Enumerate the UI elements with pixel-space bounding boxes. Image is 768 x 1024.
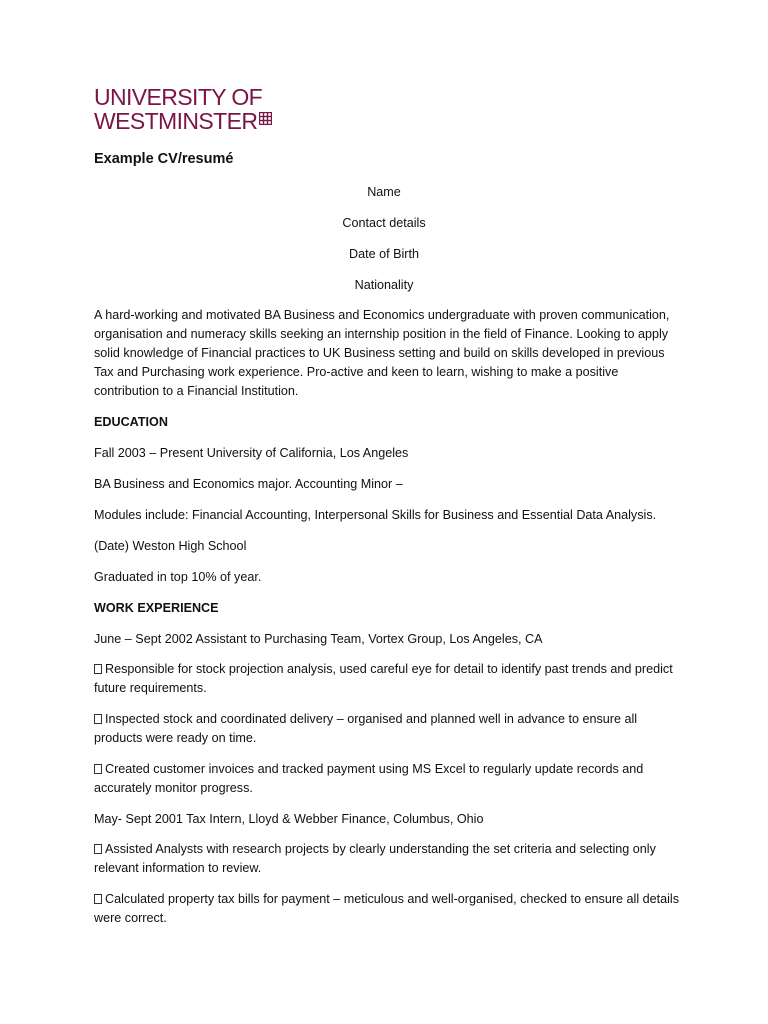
box-bullet-icon	[94, 714, 102, 724]
header-contact: Contact details	[342, 216, 426, 230]
bullet-text: Responsible for stock projection analysis, used careful eye for detail to identify past trends and predict future requirements.	[94, 662, 673, 695]
header-nationality: Nationality	[354, 278, 414, 292]
job-1-bullet-1	[94, 660, 684, 698]
bullet-text: Calculated property tax bills for payment – meticulous and well-organised, checked to ensure all details were correct.	[94, 892, 680, 925]
education-line-1: Fall 2003 – Present University of California, Los Angeles	[94, 446, 409, 460]
logo-line-2-wrap	[94, 110, 272, 134]
bullet-text: Assisted Analysts with research projects by clearly understanding the set criteria and selecting only relevant information to review.	[94, 842, 656, 875]
education-line-2: BA Business and Economics major. Accounting Minor –	[94, 477, 403, 491]
box-bullet-icon	[94, 764, 102, 774]
bullet-text: Inspected stock and coordinated delivery – organised and planned well in advance to ensure all products were ready on time.	[94, 712, 638, 745]
education-line-5: Graduated in top 10% of year.	[94, 570, 262, 584]
job-2-bullet-1	[94, 840, 684, 878]
box-bullet-icon	[94, 894, 102, 904]
header-dob: Date of Birth	[349, 247, 419, 261]
profile-summary: A hard-working and motivated BA Business and Economics undergraduate with proven communication, organisation and numeracy skills seeking an internship position in the field of Finance. Looking to apply solid knowledge of Financial practices to UK Business setting and build on skills developed in previous Tax and Purchasing work experience. Pro-active and keen to learn, wishing to make a positive contribution to a Financial Institution.	[94, 308, 670, 398]
education-heading: EDUCATION	[94, 415, 168, 429]
job-1-title: June – Sept 2002 Assistant to Purchasing Team, Vortex Group, Los Angeles, CA	[94, 632, 543, 646]
box-bullet-icon	[94, 844, 102, 854]
header-name: Name	[367, 185, 401, 199]
job-1-bullet-3	[94, 760, 684, 798]
education-line-3: Modules include: Financial Accounting, Interpersonal Skills for Business and Essential Data Analysis.	[94, 508, 657, 522]
work-heading: WORK EXPERIENCE	[94, 601, 219, 615]
logo-line-2: WESTMINSTER	[94, 108, 258, 134]
logo-line-1: UNIVERSITY OF	[94, 84, 263, 110]
job-2-bullet-2	[94, 890, 684, 928]
bullet-text: Created customer invoices and tracked payment using MS Excel to regularly update records and accurately monitor progress.	[94, 762, 644, 795]
portcullis-icon	[259, 112, 272, 125]
box-bullet-icon	[94, 664, 102, 674]
job-2-title: May- Sept 2001 Tax Intern, Lloyd & Webber Finance, Columbus, Ohio	[94, 812, 484, 826]
job-1-bullet-2	[94, 710, 684, 748]
education-line-4: (Date) Weston High School	[94, 539, 247, 553]
university-logo	[94, 86, 272, 134]
document-title: Example CV/resumé	[94, 151, 234, 167]
